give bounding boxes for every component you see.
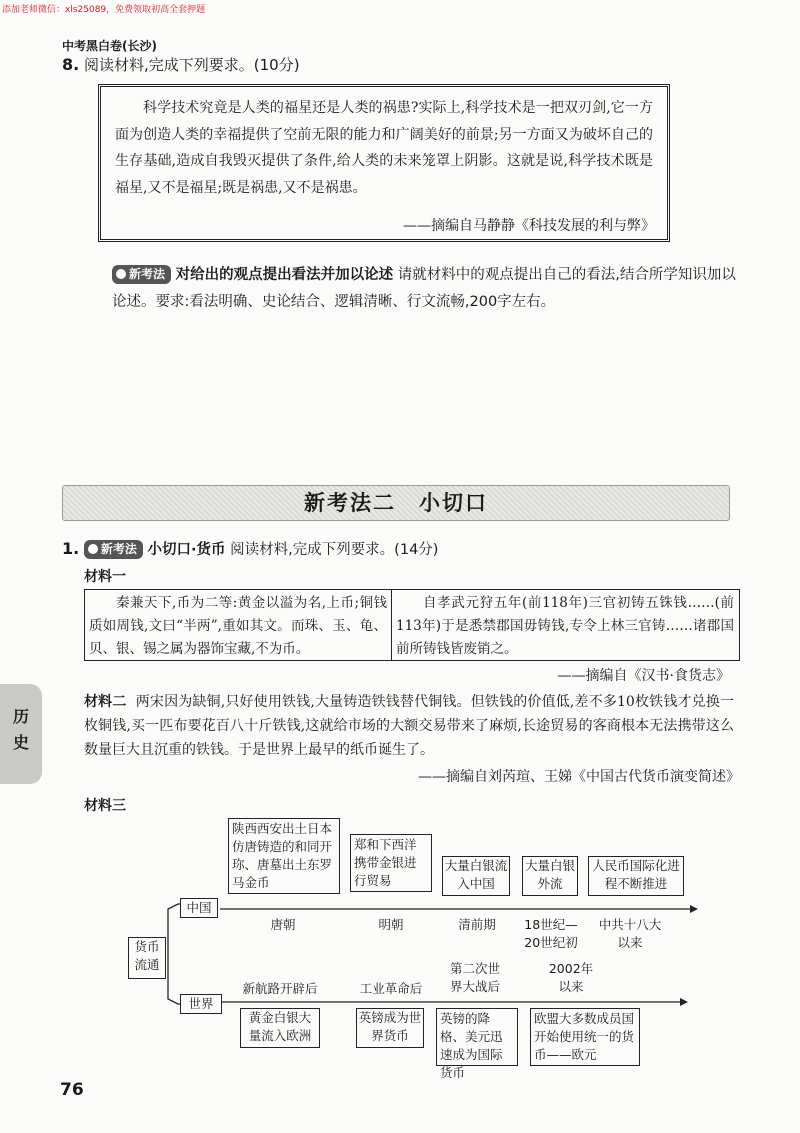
china-period-tang: 唐朝	[270, 917, 296, 932]
material-2-source: ——摘编自刘芮瑄、王娣《中国古代货币演变简述》	[418, 769, 740, 785]
china-period-18c: 18世纪—20世纪初	[524, 917, 578, 950]
world-period-2002: 2002年以来	[548, 961, 594, 994]
material-2-text: 两宋因为缺铜,只好使用铁钱,大量铸造铁钱替代铜钱。但铁钱的价值低,差不多10枚铁钱才兑换一枚铜钱,买一匹布要花百八十斤铁钱,这就给市场的大额交易带来了麻烦,长途贸易的客商根本无法携带这么数量巨大且沉重的铁钱。于是世界上最早的纸币诞生了。	[84, 694, 734, 758]
material-1-table	[84, 589, 740, 661]
question-prompt: 阅读材料,完成下列要求。(10分)	[84, 56, 300, 74]
new-method-badge: 新考法	[112, 265, 171, 284]
world-box-ww2: 英镑的降格、美元迅速成为国际货币	[436, 1008, 518, 1066]
world-period-new-routes: 新航路开辟后	[242, 981, 318, 996]
task-bold-label: 对给出的观点提出看法并加以论述	[175, 267, 394, 283]
material-1-label: 材料一	[84, 569, 126, 585]
china-box-qing: 大量白银流入中国	[442, 856, 510, 896]
question-1-heading	[62, 538, 438, 559]
china-box-18c: 大量白银外流	[522, 856, 578, 896]
page-number: 76	[60, 1080, 84, 1100]
table-cell-right: 自孝武元狩五年(前118年)三官初铸五铢钱……(前113年)于是悉禁郡国毋铸钱,专令上林三官铸……诸郡国前所铸钱皆废销之。	[396, 595, 734, 657]
china-period-qing: 清前期	[458, 917, 496, 932]
china-period-modern: 中共十八大以来	[598, 917, 662, 950]
world-label-box: 世界	[180, 994, 222, 1014]
section-banner: 新考法二 小切口	[62, 485, 730, 521]
table-cell-left: 秦兼天下,币为二等:黄金以溢为名,上币;铜钱质如周钱,文曰“半两”,重如其文。而珠、玉、龟、贝、银、锡之属为器饰宝藏,不为币。	[85, 590, 392, 660]
bracket-line	[168, 959, 180, 1004]
china-box-modern: 人民币国际化进程不断推进	[588, 856, 684, 896]
china-box-ming: 郑和下西洋携带金银进行贸易	[350, 834, 432, 892]
side-tab-char: 历	[12, 707, 29, 726]
subject-side-tab	[0, 684, 42, 784]
question-8-task	[86, 262, 736, 316]
question-8-heading	[62, 54, 300, 75]
task-text: 请就材料中的观点提出自己的看法,结合所学知识加以论述。要求:看法明确、史论结合、逻辑清晰、行文流畅,200字左右。	[112, 267, 736, 310]
material-1-source: ——摘编自《汉书·食货志》	[557, 668, 730, 684]
material-2	[84, 690, 734, 762]
arrow-head-icon	[690, 905, 698, 913]
side-tab-char: 史	[12, 733, 29, 752]
question-number: 8.	[62, 55, 80, 74]
lightbulb-icon	[116, 269, 126, 279]
china-period-ming: 明朝	[378, 917, 404, 932]
world-box-new-routes: 黄金白银大量流入欧洲	[240, 1008, 320, 1048]
watermark-text: 添加老师微信：xls25089，免费领取初高全套押题	[2, 5, 206, 15]
material-box	[98, 84, 670, 242]
material-2-label: 材料二	[84, 694, 127, 710]
world-box-industrial: 英镑成为世界货币	[356, 1008, 424, 1048]
china-label-box: 中国	[180, 898, 218, 918]
material-3-label: 材料三	[84, 798, 126, 814]
world-period-industrial: 工业革命后	[359, 981, 423, 996]
question-number: 1.	[62, 539, 80, 558]
china-box-tang: 陕西西安出土日本仿唐铸造的和同开珎、唐墓出土东罗马金币	[228, 818, 340, 894]
world-box-2002: 欧盟大多数成员国开始使用统一的货币——欧元	[530, 1008, 640, 1066]
lightbulb-icon	[88, 544, 98, 554]
question-label: 小切口·货币	[147, 542, 226, 558]
question-prompt: 阅读材料,完成下列要求。(14分)	[230, 542, 439, 558]
world-period-ww2: 第二次世界大战后	[449, 961, 500, 994]
passage-text: 科学技术究竟是人类的福星还是人类的祸患?实际上,科学技术是一把双刃剑,它一方面为创造人类的幸福提供了空前无限的能力和广阔美好的前景;另一方面又为破坏自己的生存基础,造成自我毁灭提供了条件,给人类的未来笼罩上阴影。这就是说,科学技术既是福星,又不是福星;既是祸患,又不是祸患。	[115, 100, 653, 196]
arrow-head-icon	[680, 998, 688, 1006]
root-box-currency-flow: 货币流通	[128, 937, 166, 979]
book-title: 中考黑白卷(长沙)	[62, 39, 157, 53]
bracket-line	[168, 904, 180, 959]
new-method-badge: 新考法	[84, 540, 143, 559]
passage-source: ——摘编自马静静《科技发展的利与弊》	[403, 218, 655, 234]
